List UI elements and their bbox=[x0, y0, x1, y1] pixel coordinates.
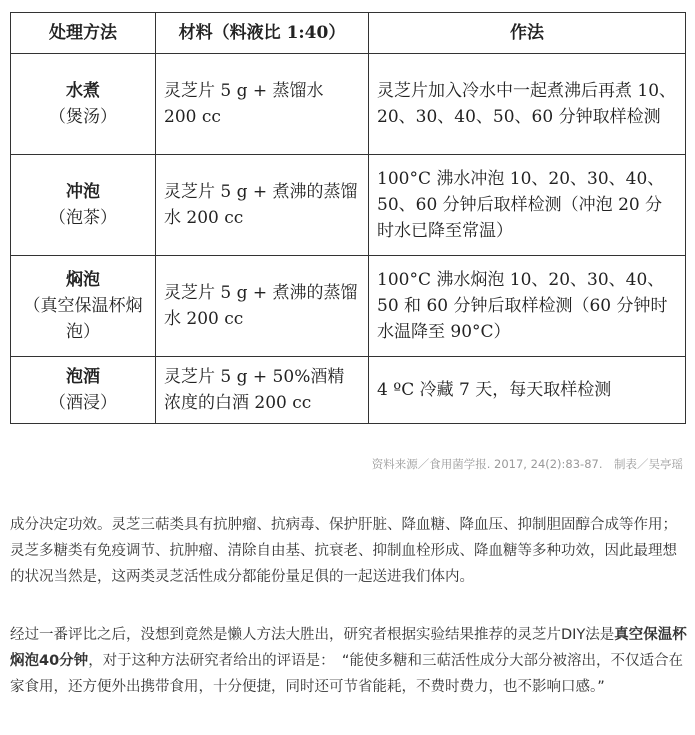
table-row bbox=[11, 54, 686, 155]
method-name: 冲泡 bbox=[66, 182, 100, 202]
material-cell: 灵芝片 5 g + 蒸馏水 200 cc bbox=[156, 54, 369, 155]
method-cell bbox=[11, 54, 156, 155]
table-row bbox=[11, 155, 686, 256]
paragraph-intro: 经过一番评比之后，没想到竟然是懒人方法大胜出，研究者根据实验结果推荐的灵芝片DIY法是 bbox=[10, 627, 615, 643]
procedure-cell: 100°C 沸水冲泡 10、20、30、40、50、60 分钟后取样检测（冲泡 20 分时水已降至常温） bbox=[369, 155, 686, 256]
paragraph-recommendation bbox=[10, 622, 687, 700]
method-sub: （泡茶） bbox=[49, 208, 117, 228]
methods-table bbox=[10, 12, 686, 424]
method-sub: （煲汤） bbox=[49, 107, 117, 127]
header-method: 处理方法 bbox=[11, 13, 156, 54]
header-procedure: 作法 bbox=[369, 13, 686, 54]
material-cell: 灵芝片 5 g + 50%酒精浓度的白酒 200 cc bbox=[156, 357, 369, 424]
material-cell: 灵芝片 5 g + 煮沸的蒸馏水 200 cc bbox=[156, 155, 369, 256]
table-header-row bbox=[11, 13, 686, 54]
header-material: 材料（料液比 1:40） bbox=[156, 13, 369, 54]
method-name: 水煮 bbox=[66, 81, 100, 101]
paragraph-highlight: 真空保温杯焖泡40分钟 bbox=[10, 627, 687, 669]
paragraph-rest: ，对于这种方法研究者给出的评语是： “能使多糖和三萜活性成分大部分被溶出，不仅适合在家食用，还方便外出携带食用，十分便捷，同时还可节省能耗，不费时费力，也不影响口感。” bbox=[10, 653, 683, 695]
table-row bbox=[11, 357, 686, 424]
procedure-cell: 灵芝片加入冷水中一起煮沸后再煮 10、20、30、40、50、60 分钟取样检测 bbox=[369, 54, 686, 155]
procedure-cell: 4 ºC 冷藏 7 天，每天取样检测 bbox=[369, 357, 686, 424]
table-source-note: 资料来源／食用菌学报. 2017, 24(2):83-87. 制表／吴亭瑶 bbox=[371, 457, 683, 471]
method-cell bbox=[11, 357, 156, 424]
methods-table-container bbox=[10, 12, 685, 424]
method-name: 焖泡 bbox=[66, 270, 100, 290]
method-cell bbox=[11, 256, 156, 357]
method-name: 泡酒 bbox=[66, 367, 100, 387]
table-row bbox=[11, 256, 686, 357]
material-cell: 灵芝片 5 g + 煮沸的蒸馏水 200 cc bbox=[156, 256, 369, 357]
method-cell bbox=[11, 155, 156, 256]
method-sub: （真空保温杯焖泡） bbox=[23, 296, 143, 342]
method-sub: （酒浸） bbox=[49, 393, 117, 413]
paragraph-benefits: 成分决定功效。灵芝三萜类具有抗肿瘤、抗病毒、保护肝脏、降血糖、降血压、抑制胆固醇合成等作用；灵芝多糖类有免疫调节、抗肿瘤、清除自由基、抗衰老、抑制血栓形成、降血糖等多种功效，因此最理想的状况当然是，这两类灵芝活性成分都能份量足俱的一起送进我们体内。 bbox=[10, 517, 677, 585]
procedure-cell: 100°C 沸水焖泡 10、20、30、40、50 和 60 分钟后取样检测（60 分钟时水温降至 90°C） bbox=[369, 256, 686, 357]
